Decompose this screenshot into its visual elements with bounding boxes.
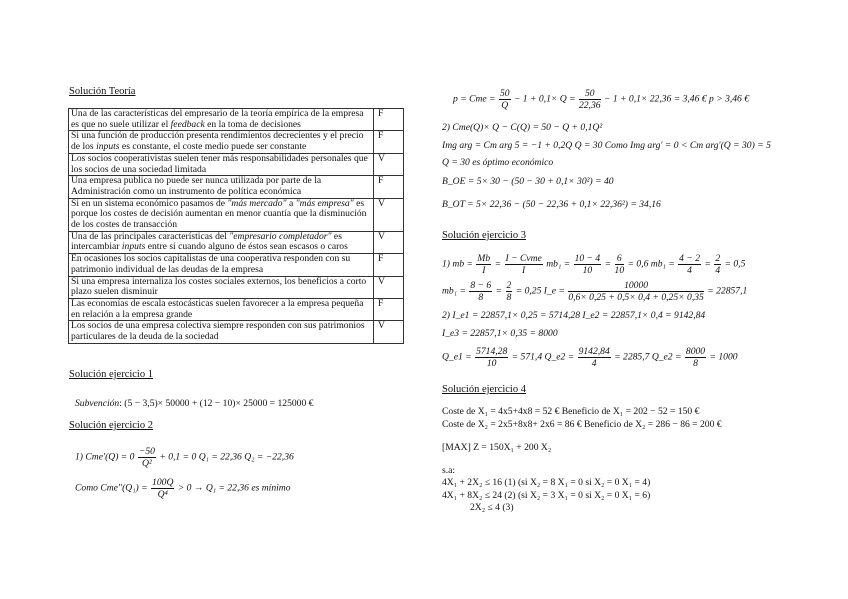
teoria-row — [69, 231, 404, 253]
teoria-row — [69, 131, 404, 153]
teoria-answer: F — [374, 176, 404, 198]
teoria-statement: Las economías de escala estocásticas suelen favorecer a la empresa pequeña en relación a la empresa grande — [69, 298, 374, 320]
teoria-answer: F — [374, 254, 404, 276]
teoria-statement: Los socios de una empresa colectiva siempre responden con sus patrimonios particulares de la deuda de la sociedad — [69, 321, 374, 343]
teoria-statement: Si en un sistema económico pasamos de "más mercado" a "más empresa" es porque los costes de decisión aumentan en menor cuantía que la disminución de los costes de transacción — [69, 198, 374, 231]
ej2-line2: Como Cme′′(Q₁) = $\frac{100Q}{\text{Q⁴}}$ > 0 → Q₁ = 22,36 es mínimo — [75, 477, 291, 500]
teoria-answer: V — [374, 198, 404, 231]
ej3-heading: Solución ejercicio 3 — [442, 230, 526, 241]
teoria-answer: F — [374, 298, 404, 320]
ej2b-line6: B_OT = 5× 22,36 − (50 − 22,36 + 0,1× 22,36²) = 34,16 — [442, 199, 661, 210]
teoria-statement: Si una función de producción presenta rendimientos decrecientes y el precio de los inputs es constante, el coste medio puede ser constante — [69, 131, 374, 153]
ej4-heading: Solución ejercicio 4 — [442, 384, 526, 395]
ej2-line1: 1) Cme′(Q) = 0 $\frac{-50}{\text{Q²}}$ + 0,1 = 0 Q₁ = 22,36 Q₂ = −22,36 — [75, 446, 294, 469]
teoria-statement: Una empresa publica no puede ser nunca utilizada por parte de la Administración como un instrumento de política económica — [69, 176, 374, 198]
ej4-coste2: Coste de X₂ = 2x5+8x8+ 2x6 = 86 € Beneficio de X₂ = 286 − 86 = 200 € — [442, 419, 722, 430]
ej3-line1: 1) mb = $\frac{Mb}{I}$ = $\frac{\text{I − Cvme}}{I}$ mb₁ = $\frac{10 - 4}{10}$ = $\frac{6}{10}$ = 0,6 mb₁ = $\frac{4 - 2}{4}$ = $\frac{2}{4}$ = 0,5 — [442, 253, 746, 276]
teoria-row — [69, 276, 404, 298]
ej2b-line4: Q = 30 es óptimo económico — [442, 157, 554, 168]
teoria-row — [69, 321, 404, 343]
ej1-expression: Subvención: (5 − 3,5)× 50000 + (12 − 10)× 25000 = 125000 € — [75, 398, 314, 409]
teoria-statement: Una de las características del empresario de la teoría empírica de la empresa es que no suele utilizar el feedback en la toma de decisiones — [69, 109, 374, 131]
teoria-statement: Si una empresa internaliza los costes sociales externos, los beneficios a corto plazo suelen disminuir — [69, 276, 374, 298]
ej2b-line5: B_OE = 5× 30 − (50 − 30 + 0,1× 30²) = 40 — [442, 176, 614, 187]
teoria-heading: Solución Teoría — [69, 86, 136, 97]
teoria-answer: V — [374, 276, 404, 298]
teoria-row — [69, 176, 404, 198]
price-line: p = Cme = $\frac{50}{Q}$ − 1 + 0,1× Q = $\frac{50}{22,36}$ − 1 + 0,1× 22,36 = 3,46 € p > 3,46 € — [453, 88, 750, 111]
ej4-sa: s.a: — [442, 465, 456, 476]
ej3-line3: 2) I_e1 = 22857,1× 0,25 = 5714,28 I_e2 = 22857,1× 0,4 = 9142,84 — [442, 310, 706, 321]
ej4-restriction-3: 2X₂ ≤ 4 (3) — [470, 502, 514, 513]
ej4-objective: [MAX] Z = 150X₁ + 200 X₂ — [442, 442, 552, 453]
ej4-coste1: Coste de X₁ = 4x5+4x8 = 52 € Beneficio de X₁ = 202 − 52 = 150 € — [442, 406, 700, 417]
ej3-line5: Q_e1 = $\frac{5714,28}{10}$ = 571,4 Q_e2 = $\frac{9142,84}{4}$ = 2285,7 Q_e2 = $\frac{8000}{8}$ = 1000 — [442, 346, 738, 369]
teoria-row — [69, 254, 404, 276]
ej4-restriction-1: 4X₁ + 2X₂ ≤ 16 (1) (si X₂ = 8 X₁ = 0 si X₂ = 0 X₁ = 4) — [442, 477, 651, 488]
teoria-statement: Los socios cooperativistas suelen tener más responsabilidades personales que los socios de una sociedad limitada — [69, 153, 374, 175]
ej4-restriction-2: 4X₁ + 8X₂ ≤ 24 (2) (si X₂ = 3 X₁ = 0 si X₂ = 0 X₁ = 6) — [442, 490, 651, 501]
teoria-table — [68, 108, 404, 344]
teoria-statement: En ocasiones los socios capitalistas de una cooperativa responden con su patrimonio individual de las deudas de la empresa — [69, 254, 374, 276]
ej1-heading: Solución ejercicio 1 — [69, 369, 153, 380]
teoria-answer: F — [374, 131, 404, 153]
teoria-row — [69, 153, 404, 175]
teoria-statement: Una de las principales características del "empresario completador" es intercambiar inputs entre sí cuando alguno de éstos sean escasos o caros — [69, 231, 374, 253]
teoria-row — [69, 198, 404, 231]
teoria-answer: F — [374, 109, 404, 131]
teoria-row — [69, 109, 404, 131]
ej3-line4: I_e3 = 22857,1× 0,35 = 8000 — [442, 328, 558, 339]
ej2b-line2: 2) Cme(Q)× Q − C(Q) = 50 − Q + 0,1Q² — [442, 122, 603, 133]
teoria-answer: V — [374, 321, 404, 343]
ej3-line2: mb₁ = $\frac{8 - 6}{8}$ = $\frac{2}{8}$ = 0,25 I_e = $\frac{10000}{0,6\times 0,25 + 0,5\times 0,4 + 0,25\times 0,35}$ = 22857,1 — [442, 280, 748, 303]
ej2-heading: Solución ejercicio 2 — [69, 420, 153, 431]
teoria-answer: V — [374, 153, 404, 175]
teoria-row — [69, 298, 404, 320]
teoria-answer: V — [374, 231, 404, 253]
ej2b-line3: Img arg = Cm arg 5 = −1 + 0,2Q Q = 30 Como Img arg′ = 0 < Cm arg′(Q = 30) = 5 — [442, 140, 771, 151]
